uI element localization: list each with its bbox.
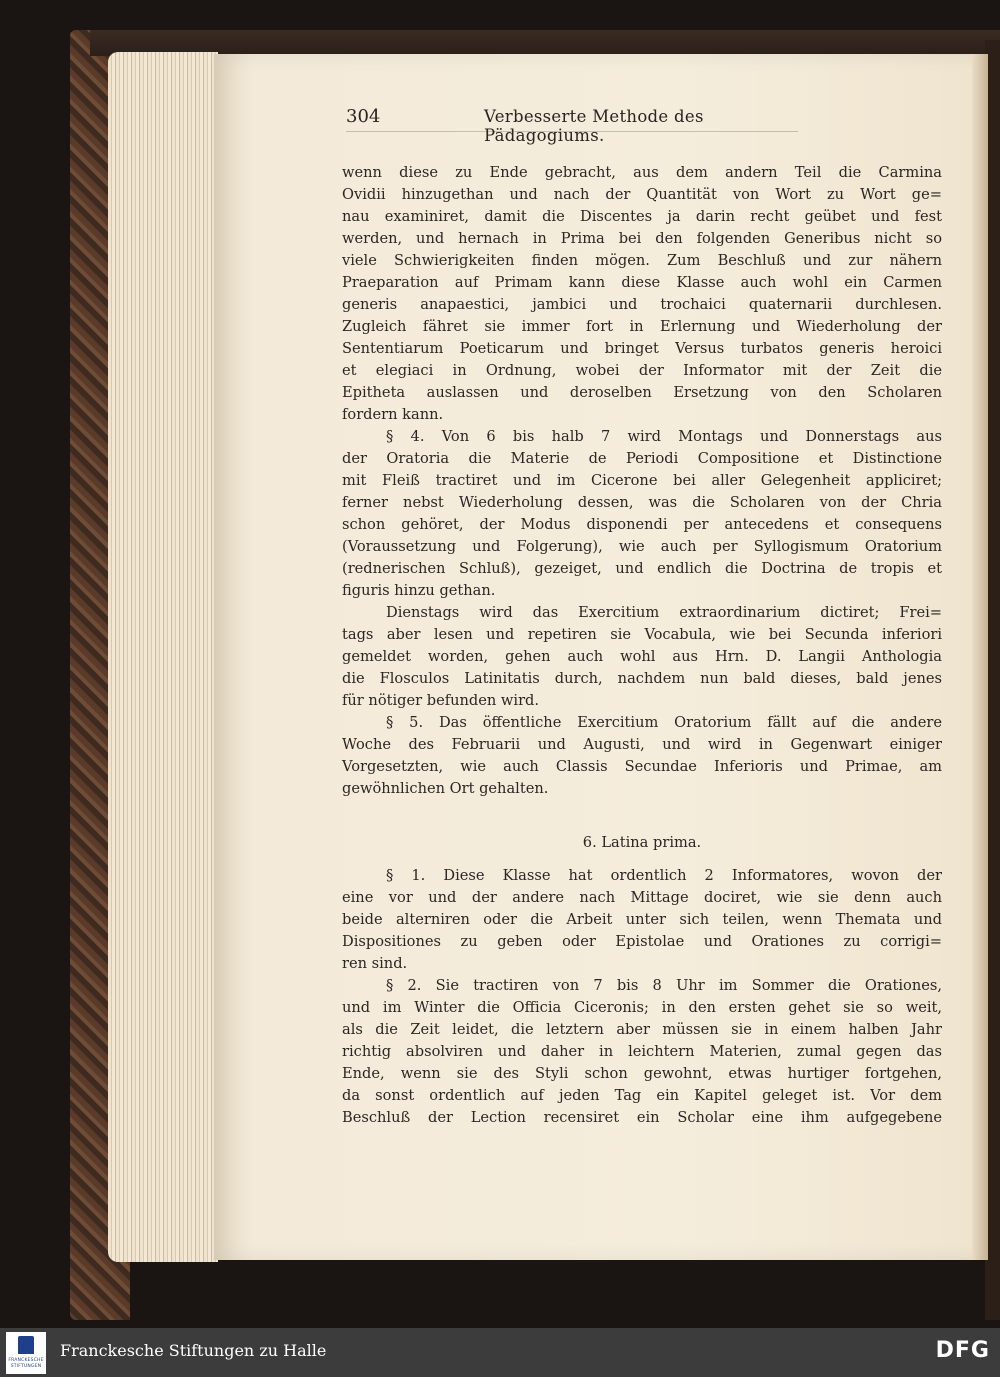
text-line: Praeparation auf Primam kann diese Klasse auch wohl ein Carmen	[342, 274, 942, 291]
text-line: § 5. Das öffentliche Exercitium Oratorium fällt auf die andere	[386, 714, 942, 731]
section-heading: 6. Latina prima.	[582, 834, 702, 851]
text-line: gemeldet worden, gehen auch wohl aus Hrn. D. Langii Anthologia	[342, 648, 942, 665]
text-line: die Flosculos Latinitatis durch, nachdem nun bald dieses, bald jenes	[342, 670, 942, 687]
text-line: nau examiniret, damit die Discentes ja darin recht geübet und fest	[342, 208, 942, 225]
text-line: Zugleich fähret sie immer fort in Erlernung und Wiederholung der	[342, 318, 942, 335]
text-line: richtig absolviren und daher in leichtern Materien, zumal gegen das	[342, 1043, 942, 1060]
text-line: et elegiaci in Ordnung, wobei der Informator mit der Zeit die	[342, 362, 942, 379]
text-line: für nötiger befunden wird.	[342, 692, 540, 709]
page-fold	[972, 54, 988, 1260]
text-line: Dienstags wird das Exercitium extraordinarium dictiret; Frei=	[386, 604, 942, 621]
text-line: Sententiarum Poeticarum und bringet Versus turbatos generis heroici	[342, 340, 942, 357]
page-edges	[108, 52, 218, 1262]
text-line: beide alterniren oder die Arbeit unter sich teilen, wenn Themata und	[342, 911, 942, 928]
text-line: § 4. Von 6 bis halb 7 wird Montags und Donnerstags aus	[386, 428, 942, 445]
franckesche-logo[interactable]	[6, 1332, 46, 1374]
text-line: da sonst ordentlich auf jeden Tag ein Kapitel geleget ist. Vor dem	[342, 1087, 942, 1104]
text-line: Dispositiones zu geben oder Epistolae und Orationes zu corrigi=	[342, 933, 942, 950]
text-line: Epitheta auslassen und deroselben Ersetzung von den Scholaren	[342, 384, 942, 401]
text-line: tags aber lesen und repetiren sie Vocabula, wie bei Secunda inferiori	[342, 626, 942, 643]
text-line: (Voraussetzung und Folgerung), wie auch per Syllogismum Oratorium	[342, 538, 942, 555]
text-line: fordern kann.	[342, 406, 444, 423]
dfg-logo[interactable]: DFG	[935, 1338, 990, 1363]
text-line: gewöhnlichen Ort gehalten.	[342, 780, 549, 797]
text-line: § 1. Diese Klasse hat ordentlich 2 Informatores, wovon der	[386, 867, 942, 884]
text-line: der Oratoria die Materie de Periodi Compositione et Distinctione	[342, 450, 942, 467]
text-line: figuris hinzu gethan.	[342, 582, 496, 599]
building-icon	[18, 1336, 34, 1354]
text-line: generis anapaestici, jambici und trochaici quaternarii durchlesen.	[342, 296, 942, 313]
text-line: und im Winter die Officia Ciceronis; in den ersten gehet sie so weit,	[342, 999, 942, 1016]
book-cover-top	[90, 30, 1000, 56]
text-line: § 2. Sie tractiren von 7 bis 8 Uhr im Sommer die Orationes,	[386, 977, 942, 994]
text-line: ferner nebst Wiederholung dessen, was die Scholaren von der Chria	[342, 494, 942, 511]
text-line: viele Schwierigkeiten finden mögen. Zum Beschluß und zur nähern	[342, 252, 942, 269]
text-line: werden, und hernach in Prima bei den folgenden Generibus nicht so	[342, 230, 942, 247]
text-line: ren sind.	[342, 955, 408, 972]
header-divider	[346, 131, 798, 132]
logo-text-line1: FRANCKESCHE	[8, 1358, 44, 1363]
text-line: (rednerischen Schluß), gezeiget, und endlich die Doctrina de tropis et	[342, 560, 942, 577]
footer-title[interactable]: Franckesche Stiftungen zu Halle	[60, 1341, 327, 1360]
text-line: Vorgesetzten, wie auch Classis Secundae Inferioris und Primae, am	[342, 758, 942, 775]
text-line: als die Zeit leidet, die letztern aber müssen sie in einem halben Jahr	[342, 1021, 942, 1038]
text-line: Ende, wenn sie des Styli schon gewohnt, etwas hurtiger fortgehen,	[342, 1065, 942, 1082]
running-title: Verbesserte Methode des Pädagogiums.	[484, 107, 704, 145]
logo-text-line2: STIFTUNGEN	[10, 1364, 42, 1369]
text-line: Woche des Februarii und Augusti, und wird in Gegenwart einiger	[342, 736, 942, 753]
text-line: mit Fleiß tractiret und im Cicerone bei aller Gelegenheit appliciret;	[342, 472, 942, 489]
page-number: 304	[346, 106, 381, 127]
text-line: wenn diese zu Ende gebracht, aus dem andern Teil die Carmina	[342, 164, 942, 181]
text-line: Beschluß der Lection recensiret ein Scholar eine ihm aufgegebene	[342, 1109, 942, 1126]
text-line: schon gehöret, der Modus disponendi per antecedens et consequens	[342, 516, 942, 533]
text-line: Ovidii hinzugethan und nach der Quantität von Wort zu Wort ge=	[342, 186, 942, 203]
text-line: eine vor und der andere nach Mittage dociret, wie sie denn auch	[342, 889, 942, 906]
footer-bar	[0, 1328, 1000, 1377]
